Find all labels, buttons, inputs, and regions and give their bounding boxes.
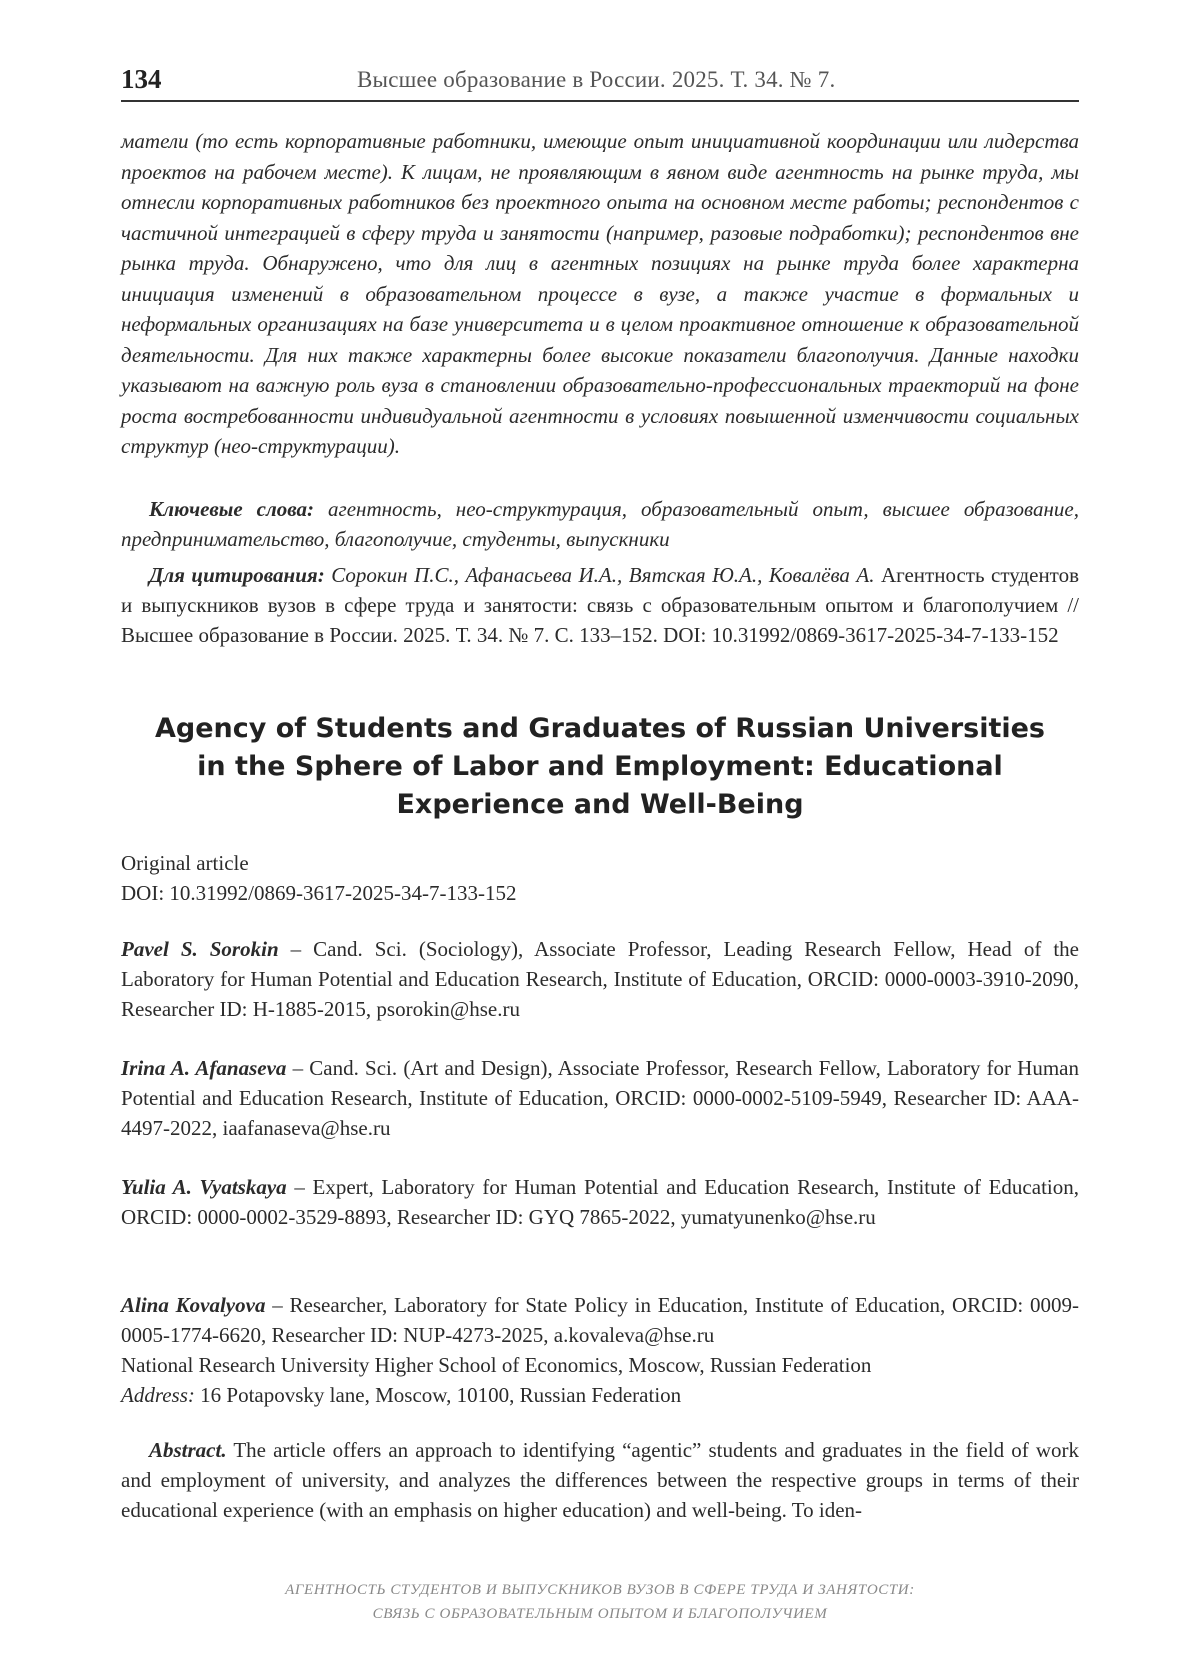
affiliation-organization: National Research University Higher School of Economics, Moscow, Russian Federation: [121, 1353, 872, 1377]
address-label: Address:: [121, 1383, 195, 1407]
footer-line: АГЕНТНОСТЬ СТУДЕНТОВ И ВЫПУСКНИКОВ ВУЗОВ В СФЕРЕ ТРУДА И ЗАНЯТОСТИ:: [285, 1582, 915, 1598]
author-entry: [121, 934, 1079, 1024]
english-title-line: in the Sphere of Labor and Employment: Educational: [197, 751, 1003, 782]
author-name: Alina Kovalyova: [121, 1293, 266, 1317]
author-info: – Cand. Sci. (Sociology), Associate Professor, Leading Research Fellow, Head of the Laboratory for Human Potential and Education Research, Institute of Education, ORCID: 0000-0003-3910-2090, Researcher ID: H-1885-2015, psorokin@hse.ru: [121, 937, 1079, 1021]
ru-abstract-continuation: матели (то есть корпоративные работники, имеющие опыт инициативной координации или лидерства проектов на рабочем месте). К лицам, не проявляющим в явном виде агентность на рынке труда, мы отнесли корпоративных работников без проектного опыта на основном месте работы; респондентов с частичной интеграцией в сферу труда и занятости (например, разовые подработки); респондентов вне рынка труда. Обнаружено, что для лиц в агентных позициях на рынке труда более характерна инициация изменений в образовательном процессе в вузе, а также участие в формальных и неформальных организациях на базе университета и в целом проактивное отношение к образовательной деятельности. Для них также характерны более высокие показатели благополучия. Данные находки указывают на важную роль вуза в становлении образовательно-профессиональных траекторий на фоне роста востребованности индивидуальной агентности в условиях повышенной изменчивости социальных структур (нео-структурации).: [121, 129, 1079, 458]
ru-citation: [121, 560, 1079, 650]
author-name: Pavel S. Sorokin: [121, 937, 279, 961]
author-entry: [121, 1290, 1079, 1410]
author-entry: [121, 1172, 1079, 1232]
footer-line: СВЯЗЬ С ОБРАЗОВАТЕЛЬНЫМ ОПЫТОМ И БЛАГОПОЛУЧИЕМ: [372, 1606, 828, 1622]
article-meta: [121, 848, 1079, 908]
ru-keywords-text: агентность, нео-структурация, образовательный опыт, высшее образование, предпринимательство, благополучие, студенты, выпускники: [121, 497, 1079, 551]
english-title: [121, 710, 1079, 824]
page: [121, 0, 1079, 1658]
running-header: [121, 60, 1079, 102]
author-info: – Cand. Sci. (Art and Design), Associate Professor, Research Fellow, Laboratory for Human Potential and Education Research, Institute of Education, ORCID: 0000-0002-5109-5949, Researcher ID: AAA-4497-2022, iaafanaseva@hse.ru: [121, 1056, 1079, 1140]
author-info: – Expert, Laboratory for Human Potential and Education Research, Institute of Education, ORCID: 0000-0002-3529-8893, Researcher ID: GYQ 7865-2022, yumatyunenko@hse.ru: [121, 1175, 1079, 1229]
article-type: Original article: [121, 851, 249, 875]
ru-citation-text: Агентность студентов и выпускников вузов в сфере труда и занятости: связь с образовательным опытом и благополучием // Высшее образование в России. 2025. Т. 34. № 7. С. 133–152. DOI: 10.31992/0869-3617-2025-34-7-133-152: [121, 563, 1079, 647]
ru-citation-label: Для цитирования:: [149, 563, 325, 587]
author-entry: [121, 1053, 1079, 1143]
english-title-line: Experience and Well-Being: [396, 789, 804, 820]
abstract-label: Abstract.: [149, 1438, 227, 1462]
english-title-line: Agency of Students and Graduates of Russian Universities: [154, 713, 1046, 744]
author-name: Irina A. Afanaseva: [121, 1056, 287, 1080]
abstract-text: The article offers an approach to identifying “agentic” students and graduates in the field of work and employment of university, and analyzes the differences between the respective groups in terms of their educational experience (with an emphasis on higher education) and well-being. To iden-: [121, 1438, 1079, 1522]
ru-citation-authors: Сорокин П.С., Афанасьева И.А., Вятская Ю.А., Ковалёва А.: [324, 563, 875, 587]
address-text: 16 Potapovsky lane, Moscow, 10100, Russian Federation: [194, 1383, 682, 1407]
running-footer: [121, 1578, 1079, 1626]
journal-name: Высшее образование в России. 2025. Т. 34. № 7.: [357, 67, 836, 92]
ru-keywords: [121, 494, 1079, 554]
page-number: 134: [121, 64, 162, 94]
author-info: – Researcher, Laboratory for State Policy in Education, Institute of Education, ORCID: 0009-0005-1774-6620, Researcher ID: NUP-4273-2025, a.kovaleva@hse.ru: [121, 1293, 1079, 1347]
author-name: Yulia A. Vyatskaya: [121, 1175, 287, 1199]
english-abstract: [121, 1435, 1079, 1525]
ru-keywords-label: Ключевые слова:: [149, 497, 315, 521]
article-doi: DOI: 10.31992/0869-3617-2025-34-7-133-152: [121, 881, 517, 905]
